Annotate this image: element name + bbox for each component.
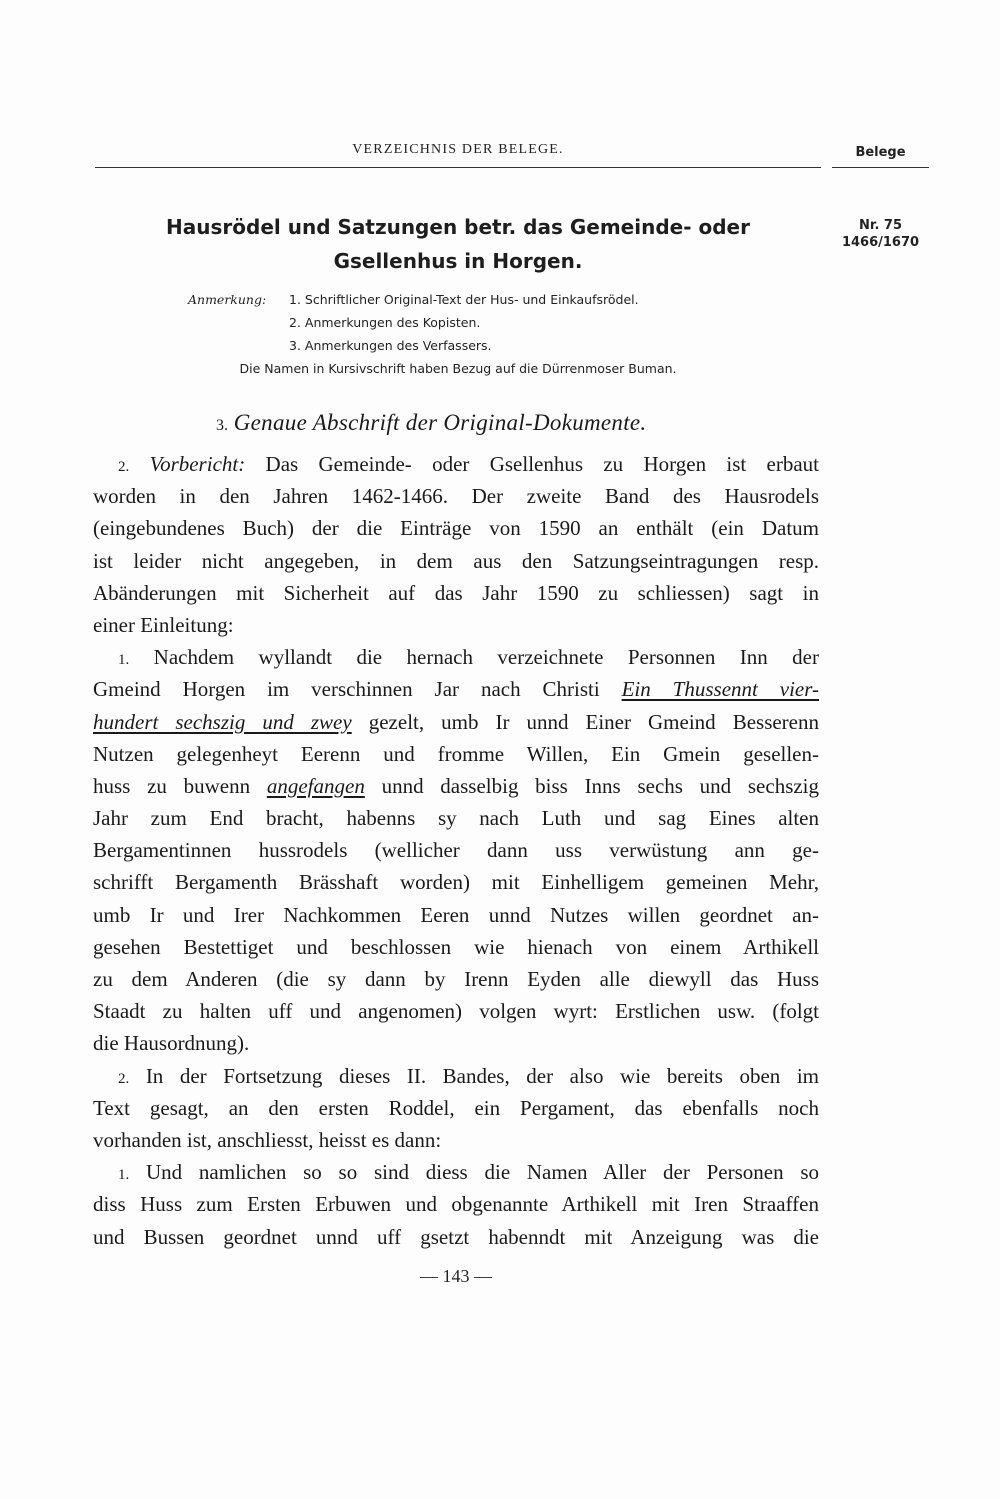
text-span: unnd dasselbig biss Inns sechs und sechszig — [381, 773, 820, 798]
text-line: worden in den Jahren 1462-1466. Der zweite Band des Hausrodels — [93, 484, 819, 509]
document-title — [120, 210, 796, 278]
title-line-1: Hausrödel und Satzungen betr. das Gemeinde- oder — [166, 215, 750, 239]
notes-label: Anmerkung: — [188, 292, 267, 307]
paragraph-number: 2. — [118, 1070, 130, 1087]
paragraph-number: 1. — [118, 652, 130, 669]
text-span: Nachdem wyllandt die hernach verzeichnete Personnen Inn der — [153, 645, 819, 670]
side-header-rule — [832, 167, 929, 168]
text-span: Und namlichen so so sind diess die Namen Aller der Personen so — [146, 1160, 819, 1185]
text-line: Abänderungen mit Sicherheit auf das Jahr 1590 zu schliessen) sagt in — [93, 580, 819, 605]
header-rule — [95, 167, 821, 168]
text-line: ist leider nicht angegeben, in dem aus den Satzungseintragungen resp. — [93, 548, 819, 573]
text-line: gesehen Bestettiget und beschlossen wie hienach von einem Arthikell — [93, 934, 819, 959]
text-line: Jahr zum End bracht, habenns sy nach Luth und sag Eines alten — [93, 806, 819, 831]
text-line: Nutzen gelegenheyt Eerenn und fromme Willen, Ein Gmein gesellen- — [93, 741, 819, 766]
text-line: umb Ir und Irer Nachkommen Eeren unnd Nutzes willen geordnet an- — [93, 902, 819, 927]
text-line: Staadt zu halten uff und angenomen) volgen wyrt: Erstlichen usw. (folgt — [93, 999, 819, 1024]
document-number: Nr. 75 — [859, 218, 902, 233]
text-line: einer Einleitung: — [93, 612, 234, 637]
text-line: zu dem Anderen (die sy dann by Irenn Eyden alle diewyll das Huss — [93, 967, 819, 991]
side-reference — [832, 217, 929, 251]
italic-underlined-span: Ein Thussennt vier- — [621, 677, 820, 702]
section-number: 3. — [216, 417, 228, 434]
text-line — [93, 706, 819, 738]
paragraph-number: 1. — [118, 1167, 130, 1184]
text-line: die Hausordnung). — [93, 1031, 250, 1056]
note-item: 3. Anmerkungen des Verfassers. — [289, 338, 492, 353]
text-span: Das Gemeinde- oder Gsellenhus zu Horgen ist erbaut — [265, 452, 819, 476]
text-line: Bergamentinnen hussrodels (wellicher dann uss verwüstung ann ge- — [93, 838, 819, 863]
section-title: Genaue Abschrift der Original-Dokumente. — [233, 410, 647, 435]
side-label: Belege — [855, 145, 906, 160]
lead-term: Vorbericht: — [149, 452, 246, 476]
text-span: In der Fortsetzung dieses II. Bandes, der also wie bereits oben im — [145, 1063, 819, 1088]
body-text — [93, 448, 819, 1253]
italic-underlined-span: angefangen — [266, 773, 365, 798]
text-line: schrifft Bergamenth Brässhaft worden) mit Einhelligem gemeinen Mehr, — [93, 870, 819, 895]
document-years: 1466/1670 — [841, 235, 920, 250]
text-line: (eingebundenes Buch) der die Einträge von 1590 an enthält (ein Datum — [93, 516, 819, 541]
text-line: diss Huss zum Ersten Erbuwen und obgenannte Arthikell mit Iren Straaffen — [93, 1192, 819, 1217]
text-line: Text gesagt, an den ersten Roddel, ein Pergament, das ebenfalls noch — [93, 1095, 819, 1120]
paragraph-number: 2. — [118, 459, 130, 475]
notes-block — [0, 288, 1000, 358]
text-line — [93, 448, 819, 480]
text-span: huss zu buwenn — [93, 773, 251, 798]
text-span: gezelt, umb Ir unnd Einer Gmeind Besserenn — [368, 709, 819, 734]
text-line — [93, 1156, 819, 1188]
text-span: Gmeind Horgen im verschinnen Jar nach Christi — [93, 677, 600, 702]
text-line: vorhanden ist, anschliesst, heisst es dann: — [93, 1127, 442, 1152]
italic-underlined-span: hundert sechszig und zwey — [93, 709, 352, 734]
note-item: 2. Anmerkungen des Kopisten. — [289, 315, 481, 330]
page-number: — 143 — — [420, 1266, 492, 1286]
section-heading — [216, 410, 646, 436]
title-line-2: Gsellenhus in Horgen. — [333, 249, 583, 273]
text-line — [93, 1060, 819, 1092]
text-line — [93, 641, 819, 673]
running-title: VERZEICHNIS DER BELEGE. — [352, 142, 564, 157]
text-line — [93, 770, 819, 802]
text-line: und Bussen geordnet unnd uff gsetzt habenndt mit Anzeigung was die — [93, 1224, 819, 1249]
names-note: Die Namen in Kursivschrift haben Bezug auf die Dürrenmoser Buman. — [239, 361, 677, 376]
text-line — [93, 673, 819, 705]
note-item: 1. Schriftlicher Original-Text der Hus- und Einkaufsrödel. — [289, 292, 639, 307]
